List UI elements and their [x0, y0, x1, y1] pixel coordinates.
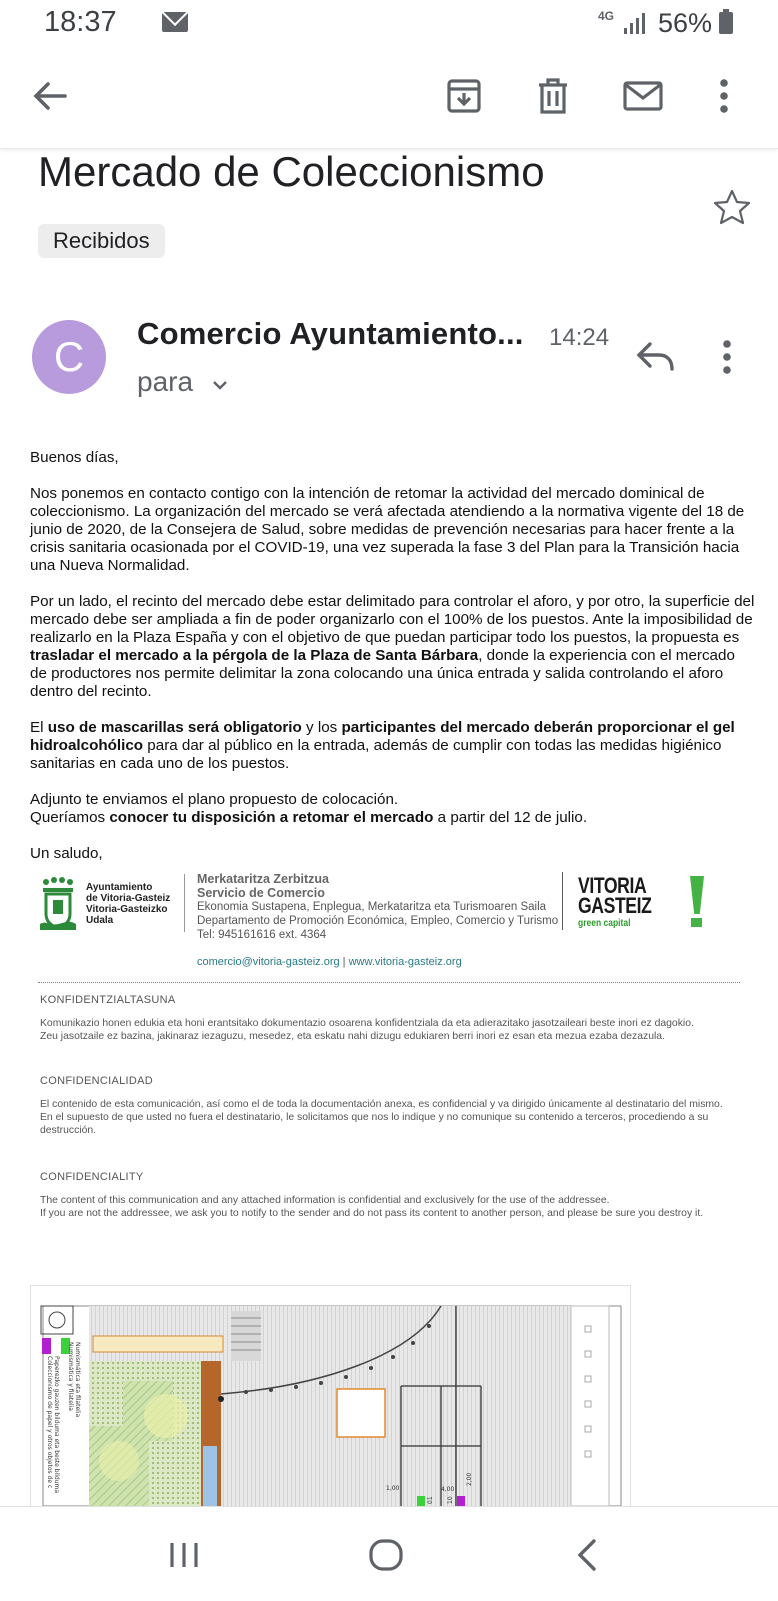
svg-text:01: 01 [427, 1496, 434, 1504]
signature-divider [184, 874, 185, 932]
mark-unread-icon[interactable] [621, 74, 665, 118]
vitoria-gasteiz-logo: VITORIA GASTEIZ green capital [578, 873, 652, 929]
battery-icon [719, 12, 733, 34]
divider [38, 982, 740, 983]
signature-contact: comercio@vitoria-gasteiz.org | www.vitoria-gasteiz.org [197, 956, 462, 968]
back-arrow-icon[interactable] [28, 74, 72, 118]
chevron-down-icon[interactable] [212, 378, 228, 394]
signature-divider-2 [562, 872, 563, 930]
signature-web-link[interactable]: www.vitoria-gasteiz.org [348, 956, 462, 968]
reply-icon[interactable] [636, 340, 676, 374]
email-toolbar [0, 50, 778, 149]
network-type: 4G [598, 9, 615, 23]
greeting: Buenos días, [30, 449, 119, 466]
confidentiality-en: CONFIDENCIALITY The content of this communication and any attached information is confidential and exclusively for the use of the addressee. If you are not the addressee, we ask you to notify to the sender and do not pass its content to another person, and please be sure you destroy it. [40, 1171, 704, 1219]
svg-text:10: 10 [447, 1496, 454, 1504]
more-vert-icon[interactable] [714, 74, 734, 118]
delete-icon[interactable] [531, 74, 575, 118]
archive-icon[interactable] [442, 74, 486, 118]
attachment-plan-preview[interactable] [30, 1285, 631, 1506]
paragraph-4: Adjunto te enviamos el plano propuesto de colocación. Queríamos conocer tu disposición a retomar el mercado a partir del 12 de julio. [30, 791, 588, 826]
svg-text:Numismática y filatelia: Numismática y filatelia [67, 1342, 74, 1411]
label-chip[interactable]: Recibidos [38, 224, 165, 258]
email-body [30, 449, 755, 863]
sender-avatar: C [32, 320, 106, 394]
signature-department: Merkataritza Zerbitzua Servicio de Comercio Ekonomia Sustapena, Enplegua, Merkataritza eta Turismoaren Saila Departamento de Promoción Económica, Empleo, Comercio y Turismo Tel: 945161616 ext. 4364 [197, 872, 559, 941]
message-more-icon[interactable] [722, 340, 734, 374]
system-nav-bar [0, 1506, 778, 1601]
paragraph-1: Nos ponemos en contacto contigo con la intención de retomar la actividad del mercado dominical de coleccionismo. La organización del mercado se verá afectada atendiendo a la normativa vigente del 18 de junio de 2020, de la Consejera de Salud, sobre medidas de prevención necesarias para hacer frente a la crisis sanitaria ocasionada por el COVID-19, una vez superada la fase 3 del Plan para la Transición hacia una Nueva Normalidad. [30, 485, 745, 574]
back-nav-icon[interactable] [568, 1535, 608, 1575]
svg-text:Numismática eta filatelia: Numismática eta filatelia [74, 1342, 81, 1418]
battery-percent: 56% [658, 8, 713, 38]
email-time: 14:24 [549, 324, 610, 351]
paragraph-2: Por un lado, el recinto del mercado debe estar delimitado para controlar el aforo, y por otro, la superficie del mercado debe ser ampliada a fin de poder organizarlo con el 100% de los puestos. Ante la imposibilidad de realizarlo en la Plaza España y con el objetivo de que puedan participar todo los puestos, la propuesta es trasladar el mercado a la pérgola de la Plaza de Santa Bárbara, donde la experiencia con el mercado de productores nos permite delimitar la zona colocando una única entrada y salida controlando el aforo dentro del recinto. [30, 593, 755, 700]
svg-text:1,00: 1,00 [386, 1485, 400, 1492]
svg-text:4,00: 4,00 [441, 1486, 455, 1493]
svg-text:2,00: 2,00 [466, 1472, 473, 1486]
logo-exclamation-dot [691, 918, 702, 927]
signature-email-link[interactable]: comercio@vitoria-gasteiz.org [197, 956, 340, 968]
sender-name: Comercio Ayuntamiento... [137, 316, 524, 351]
status-time: 18:37 [44, 6, 117, 38]
paragraph-3: El uso de mascarillas será obligatorio y los participantes del mercado deberán proporcionar el gel hidroalcohólico para dar al público en la entrada, además de cumplir con todas las medidas higiénico sanitarias en cada uno de los puestos. [30, 719, 735, 772]
email-signature [38, 872, 738, 972]
recipients-toggle[interactable]: para [137, 366, 194, 397]
closing: Un saludo, [30, 845, 103, 862]
coat-of-arms-logo [38, 876, 78, 934]
home-icon[interactable] [366, 1535, 406, 1575]
mail-notification-icon [162, 12, 188, 32]
recent-apps-icon[interactable] [164, 1535, 204, 1575]
confidentiality-eu: KONFIDENTZIALTASUNA Komunikazio honen edukia eta honi erantsitako dokumentazio osoarena konfidentziala da eta adierazitako jasotzaileari beste inori ez dagokio. Zeu jasotzaile ez bazina, jakinaraz iezaguzu, mesedez, eta eskatu nahi dizugu edukiaren berri inori ez esan eta mezua ezaba dezazula. [40, 994, 694, 1042]
ayto-name: Ayuntamiento de Vitoria-Gasteiz Vitoria-Gasteizko Udala [86, 882, 171, 926]
star-icon[interactable] [712, 188, 752, 228]
signal-icon [624, 12, 646, 34]
site-plan-image [31, 1286, 630, 1506]
email-subject: Mercado de Coleccionismo [38, 148, 545, 195]
status-bar [0, 0, 778, 50]
confidentiality-es: CONFIDENCIALIDAD El contenido de esta comunicación, así como el de toda la documentación anexa, es confidencial y va dirigido únicamente al destinatario del mismo. En el supuesto de que usted no fuera el destinatario, le solicitamos que nos lo indique y no comunique su contenido a terceros, procediendo a su destrucción. [40, 1075, 723, 1136]
svg-text:Paperezko gauzen bilduma eta b: Paperezko gauzen bilduma eta beste bilduma [53, 1356, 60, 1494]
svg-text:Coleccionismo de papel y otros: Coleccionismo de papel y otros objetos de c [46, 1356, 53, 1489]
logo-exclamation-mark [690, 876, 704, 914]
